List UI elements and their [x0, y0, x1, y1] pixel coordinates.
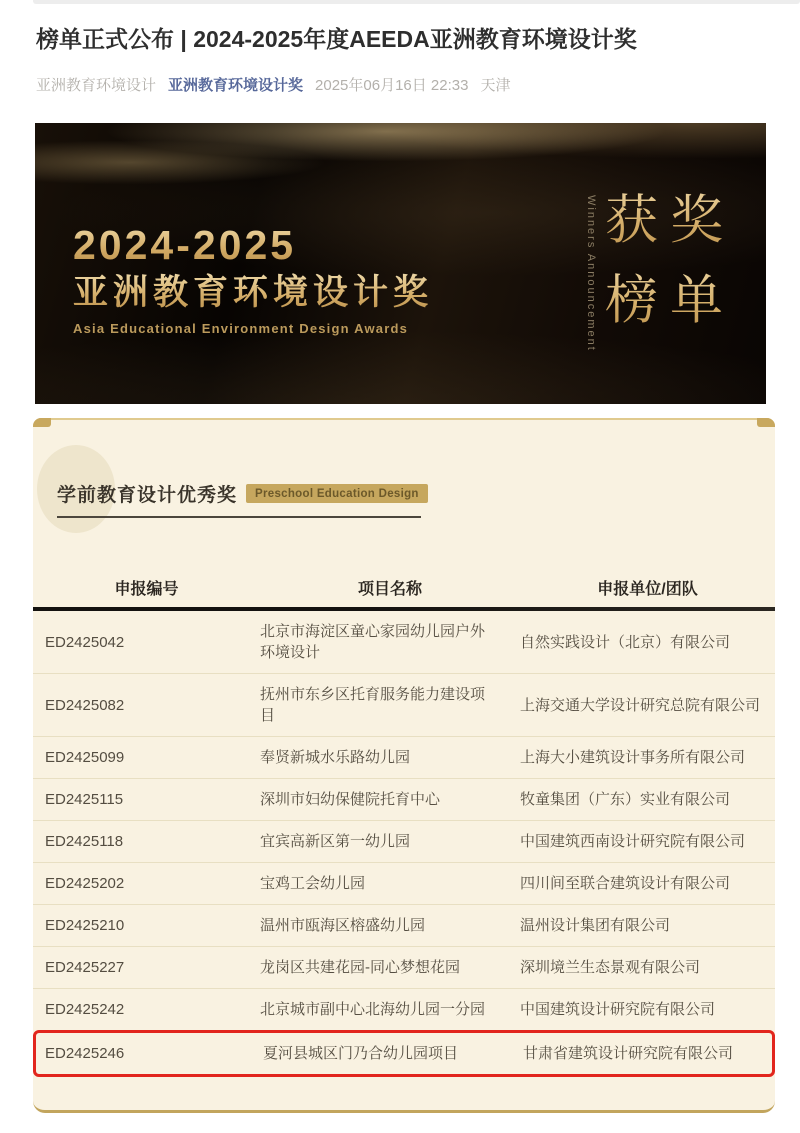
header-entry-id: 申报编号	[114, 581, 179, 598]
banner-title-en: Asia Educational Environment Design Awards	[73, 320, 409, 336]
entry-id-cell: ED2425202	[45, 875, 125, 892]
table-row	[33, 946, 775, 988]
entry-id-cell: ED2425210	[45, 917, 125, 934]
table-body	[33, 611, 775, 1077]
banner-years: 2024-2025	[73, 223, 433, 268]
project-name-cell: 北京城市副中心北海幼儿园一分园	[260, 1001, 486, 1018]
entry-id-cell: ED2425118	[45, 833, 124, 850]
banner-title-cn: 亚洲教育环境设计奖	[73, 272, 433, 315]
gold-corner-accent-left	[33, 418, 51, 427]
entry-id-cell: ED2425246	[45, 1045, 125, 1062]
project-name-cell: 夏河县城区门乃合幼儿园项目	[263, 1045, 459, 1062]
project-name-cell: 奉贤新城水乐路幼儿园	[260, 749, 411, 766]
entry-id-cell: ED2425242	[45, 1001, 125, 1018]
org-cell: 自然实践设计（北京）有限公司	[520, 633, 731, 651]
entry-id-cell: ED2425115	[45, 791, 124, 808]
table-row	[33, 904, 775, 946]
entry-id-cell: ED2425099	[45, 749, 125, 766]
page-title: 榜单正式公布 | 2024-2025年度AEEDA亚洲教育环境设计奖	[36, 26, 637, 52]
banner-stamp	[605, 181, 735, 340]
entry-id-cell: ED2425042	[45, 633, 125, 651]
winners-table	[33, 572, 775, 1077]
award-banner-image	[35, 123, 766, 404]
top-divider	[33, 0, 800, 4]
project-name-cell: 抚州市东乡区托育服务能力建设项目	[260, 686, 486, 724]
org-cell: 中国建筑设计研究院有限公司	[520, 1001, 716, 1018]
table-row	[33, 736, 775, 778]
publish-datetime: 2025年06月16日 22:33	[315, 77, 469, 94]
award-list-card	[33, 418, 775, 1113]
table-row	[33, 820, 775, 862]
project-name-cell: 温州市瓯海区榕盛幼儿园	[260, 917, 426, 934]
banner-stamp-line1: 获奖	[605, 181, 735, 261]
banner-winners-vertical-label: Winners Announcement	[585, 195, 597, 352]
section-heading: 学前教育设计优秀奖	[57, 485, 238, 506]
org-cell: 中国建筑西南设计研究院有限公司	[520, 833, 746, 850]
org-cell: 上海交通大学设计研究总院有限公司	[520, 696, 761, 714]
project-name-cell: 宜宾高新区第一幼儿园	[260, 833, 411, 850]
org-cell: 温州设计集团有限公司	[520, 917, 671, 934]
table-row	[33, 673, 775, 736]
table-header-row	[33, 572, 775, 607]
official-account-link[interactable]: 亚洲教育环境设计奖	[168, 77, 304, 94]
publish-location: 天津	[480, 77, 511, 94]
author-name: 亚洲教育环境设计	[36, 77, 157, 94]
entry-id-cell: ED2425082	[45, 696, 125, 714]
table-row	[33, 1030, 775, 1077]
table-row	[33, 611, 775, 673]
banner-stamp-line2: 榜单	[605, 261, 735, 341]
article-meta	[36, 74, 766, 95]
org-cell: 甘肃省建筑设计研究院有限公司	[523, 1045, 734, 1062]
section-heading-underline	[57, 516, 421, 518]
section-heading-row	[57, 480, 775, 507]
table-row	[33, 862, 775, 904]
entry-id-cell: ED2425227	[45, 959, 125, 976]
org-cell: 牧童集团（广东）实业有限公司	[520, 791, 731, 808]
header-org-team: 申报单位/团队	[597, 581, 698, 598]
table-row	[33, 778, 775, 820]
org-cell: 上海大小建筑设计事务所有限公司	[520, 749, 746, 766]
org-cell: 四川间至联合建筑设计有限公司	[520, 875, 731, 892]
section-badge-en: Preschool Education Design	[246, 484, 428, 503]
org-cell: 深圳境兰生态景观有限公司	[520, 959, 701, 976]
table-row	[33, 988, 775, 1030]
project-name-cell: 深圳市妇幼保健院托育中心	[260, 791, 441, 808]
project-name-cell: 宝鸡工会幼儿园	[260, 875, 366, 892]
project-name-cell: 北京市海淀区童心家园幼儿园户外环境设计	[260, 623, 486, 661]
banner-text-block	[73, 223, 433, 336]
project-name-cell: 龙岗区共建花园-同心梦想花园	[260, 959, 460, 976]
gold-corner-accent-right	[757, 418, 775, 427]
header-project-name: 项目名称	[357, 581, 422, 598]
